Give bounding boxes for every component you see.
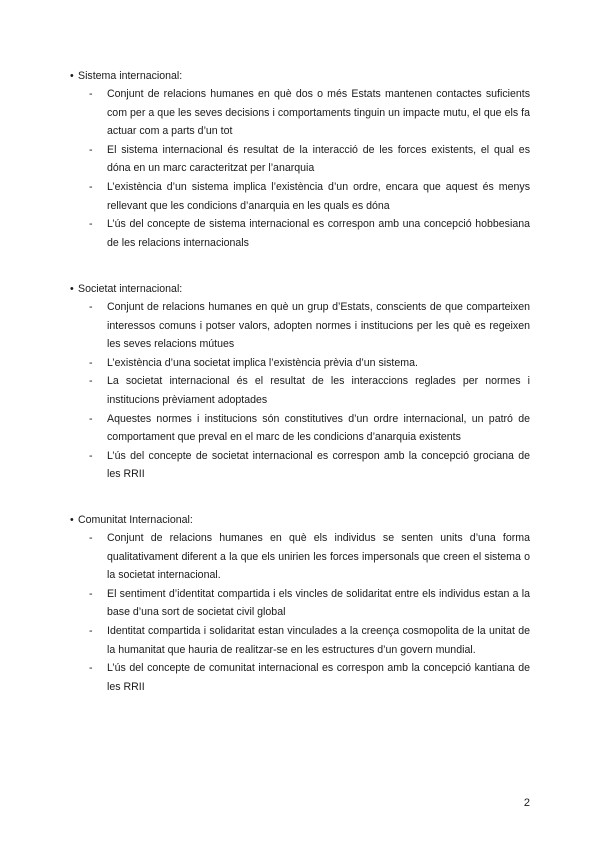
list-item-text: Aquestes normes i institucions són constitutives d’un ordre internacional, un patró de comportament que preval en el marc de les condicions d’anarquia existents — [107, 412, 530, 444]
bullet-list — [70, 85, 530, 252]
list-item-text: L’ús del concepte de comunitat internacional es correspon amb la concepció kantiana de les RRII — [107, 662, 530, 693]
list-item — [70, 178, 530, 215]
dash-marker: - — [89, 532, 93, 544]
section-heading — [70, 513, 530, 529]
list-item — [70, 372, 530, 409]
dash-marker: - — [89, 449, 93, 462]
section-title: Comunitat Internacional: — [78, 514, 193, 526]
dash-marker: - — [89, 624, 93, 637]
list-item-text: El sistema internacional és resultat de la interacció de les forces existents, el qual es dóna en un marc caracteritzat per l’anarquia — [107, 143, 530, 175]
dash-marker: - — [89, 143, 93, 156]
list-item-text: L’ús del concepte de societat internacional es correspon amb la concepció grociana de les RRII — [107, 449, 530, 481]
dash-marker: - — [89, 662, 93, 675]
list-item-text: Conjunt de relacions humanes en què un grup d’Estats, conscients de que comparteixen interessos comuns i potser valors, adopten normes i institucions per les què es regeixen les seves relacions mútues — [107, 301, 530, 351]
list-item-text: L’existència d’un sistema implica l’existència d’un ordre, encara que aquest és menys rellevant que les condicions d’anarquia en les quals es dóna — [107, 180, 530, 212]
dash-marker: - — [89, 412, 93, 425]
list-item — [70, 410, 530, 447]
section-title: Sistema internacional: — [78, 70, 183, 82]
list-item — [70, 585, 530, 622]
section-heading — [70, 282, 530, 298]
dash-marker: - — [89, 218, 93, 231]
list-item-text: L’existència d’una societat implica l’existència prèvia d’un sistema. — [107, 356, 418, 369]
section-societat-internacional — [70, 282, 530, 484]
list-item — [70, 447, 530, 484]
bullet-icon: • — [70, 70, 74, 82]
dash-marker: - — [89, 587, 93, 600]
dash-marker: - — [89, 88, 93, 100]
list-item-text: El sentiment d’identitat compartida i els vincles de solidaritat entre els individus estan a la base d’una sort de societat civil global — [107, 587, 530, 619]
section-title: Societat internacional: — [78, 283, 183, 295]
list-item-text: La societat internacional és el resultat de les interaccions reglades per normes i institucions prèviament adoptades — [107, 375, 530, 406]
list-item — [70, 529, 530, 585]
list-item-text: Conjunt de relacions humanes en què dos o més Estats mantenen contactes suficients com per a que les seves decisions i comportaments tinguin un impacte mutu, el que els fa actuar com a parts d’un tot — [107, 88, 530, 138]
dash-marker: - — [89, 375, 93, 388]
bullet-icon: • — [70, 514, 74, 526]
bullet-list — [70, 529, 530, 696]
section-heading — [70, 69, 530, 85]
dash-marker: - — [89, 180, 93, 193]
list-item-text: Conjunt de relacions humanes en què els individus se senten units d’una forma qualitativament diferent a la que els unirien les forces impersonals que creen el sistema o la societat internacional. — [107, 532, 530, 582]
list-item-text: Identitat compartida i solidaritat estan vinculades a la creença cosmopolita de la unitat de la humanitat que hauria de realitzar-se en les estructures d’un govern mundial. — [107, 624, 530, 656]
bullet-icon: • — [70, 283, 74, 295]
list-item — [70, 622, 530, 659]
dash-marker: - — [89, 356, 93, 369]
list-item — [70, 85, 530, 141]
dash-marker: - — [89, 301, 93, 313]
list-item-text: L’ús del concepte de sistema internacional es correspon amb una concepció hobbesiana de les relacions internacionals — [107, 218, 530, 249]
list-item — [70, 354, 530, 373]
list-item — [70, 298, 530, 354]
list-item — [70, 215, 530, 252]
list-item — [70, 141, 530, 178]
list-item — [70, 659, 530, 696]
section-comunitat-internacional — [70, 513, 530, 696]
page-number: 2 — [523, 797, 530, 809]
bullet-list — [70, 298, 530, 484]
section-sistema-internacional — [70, 69, 530, 252]
